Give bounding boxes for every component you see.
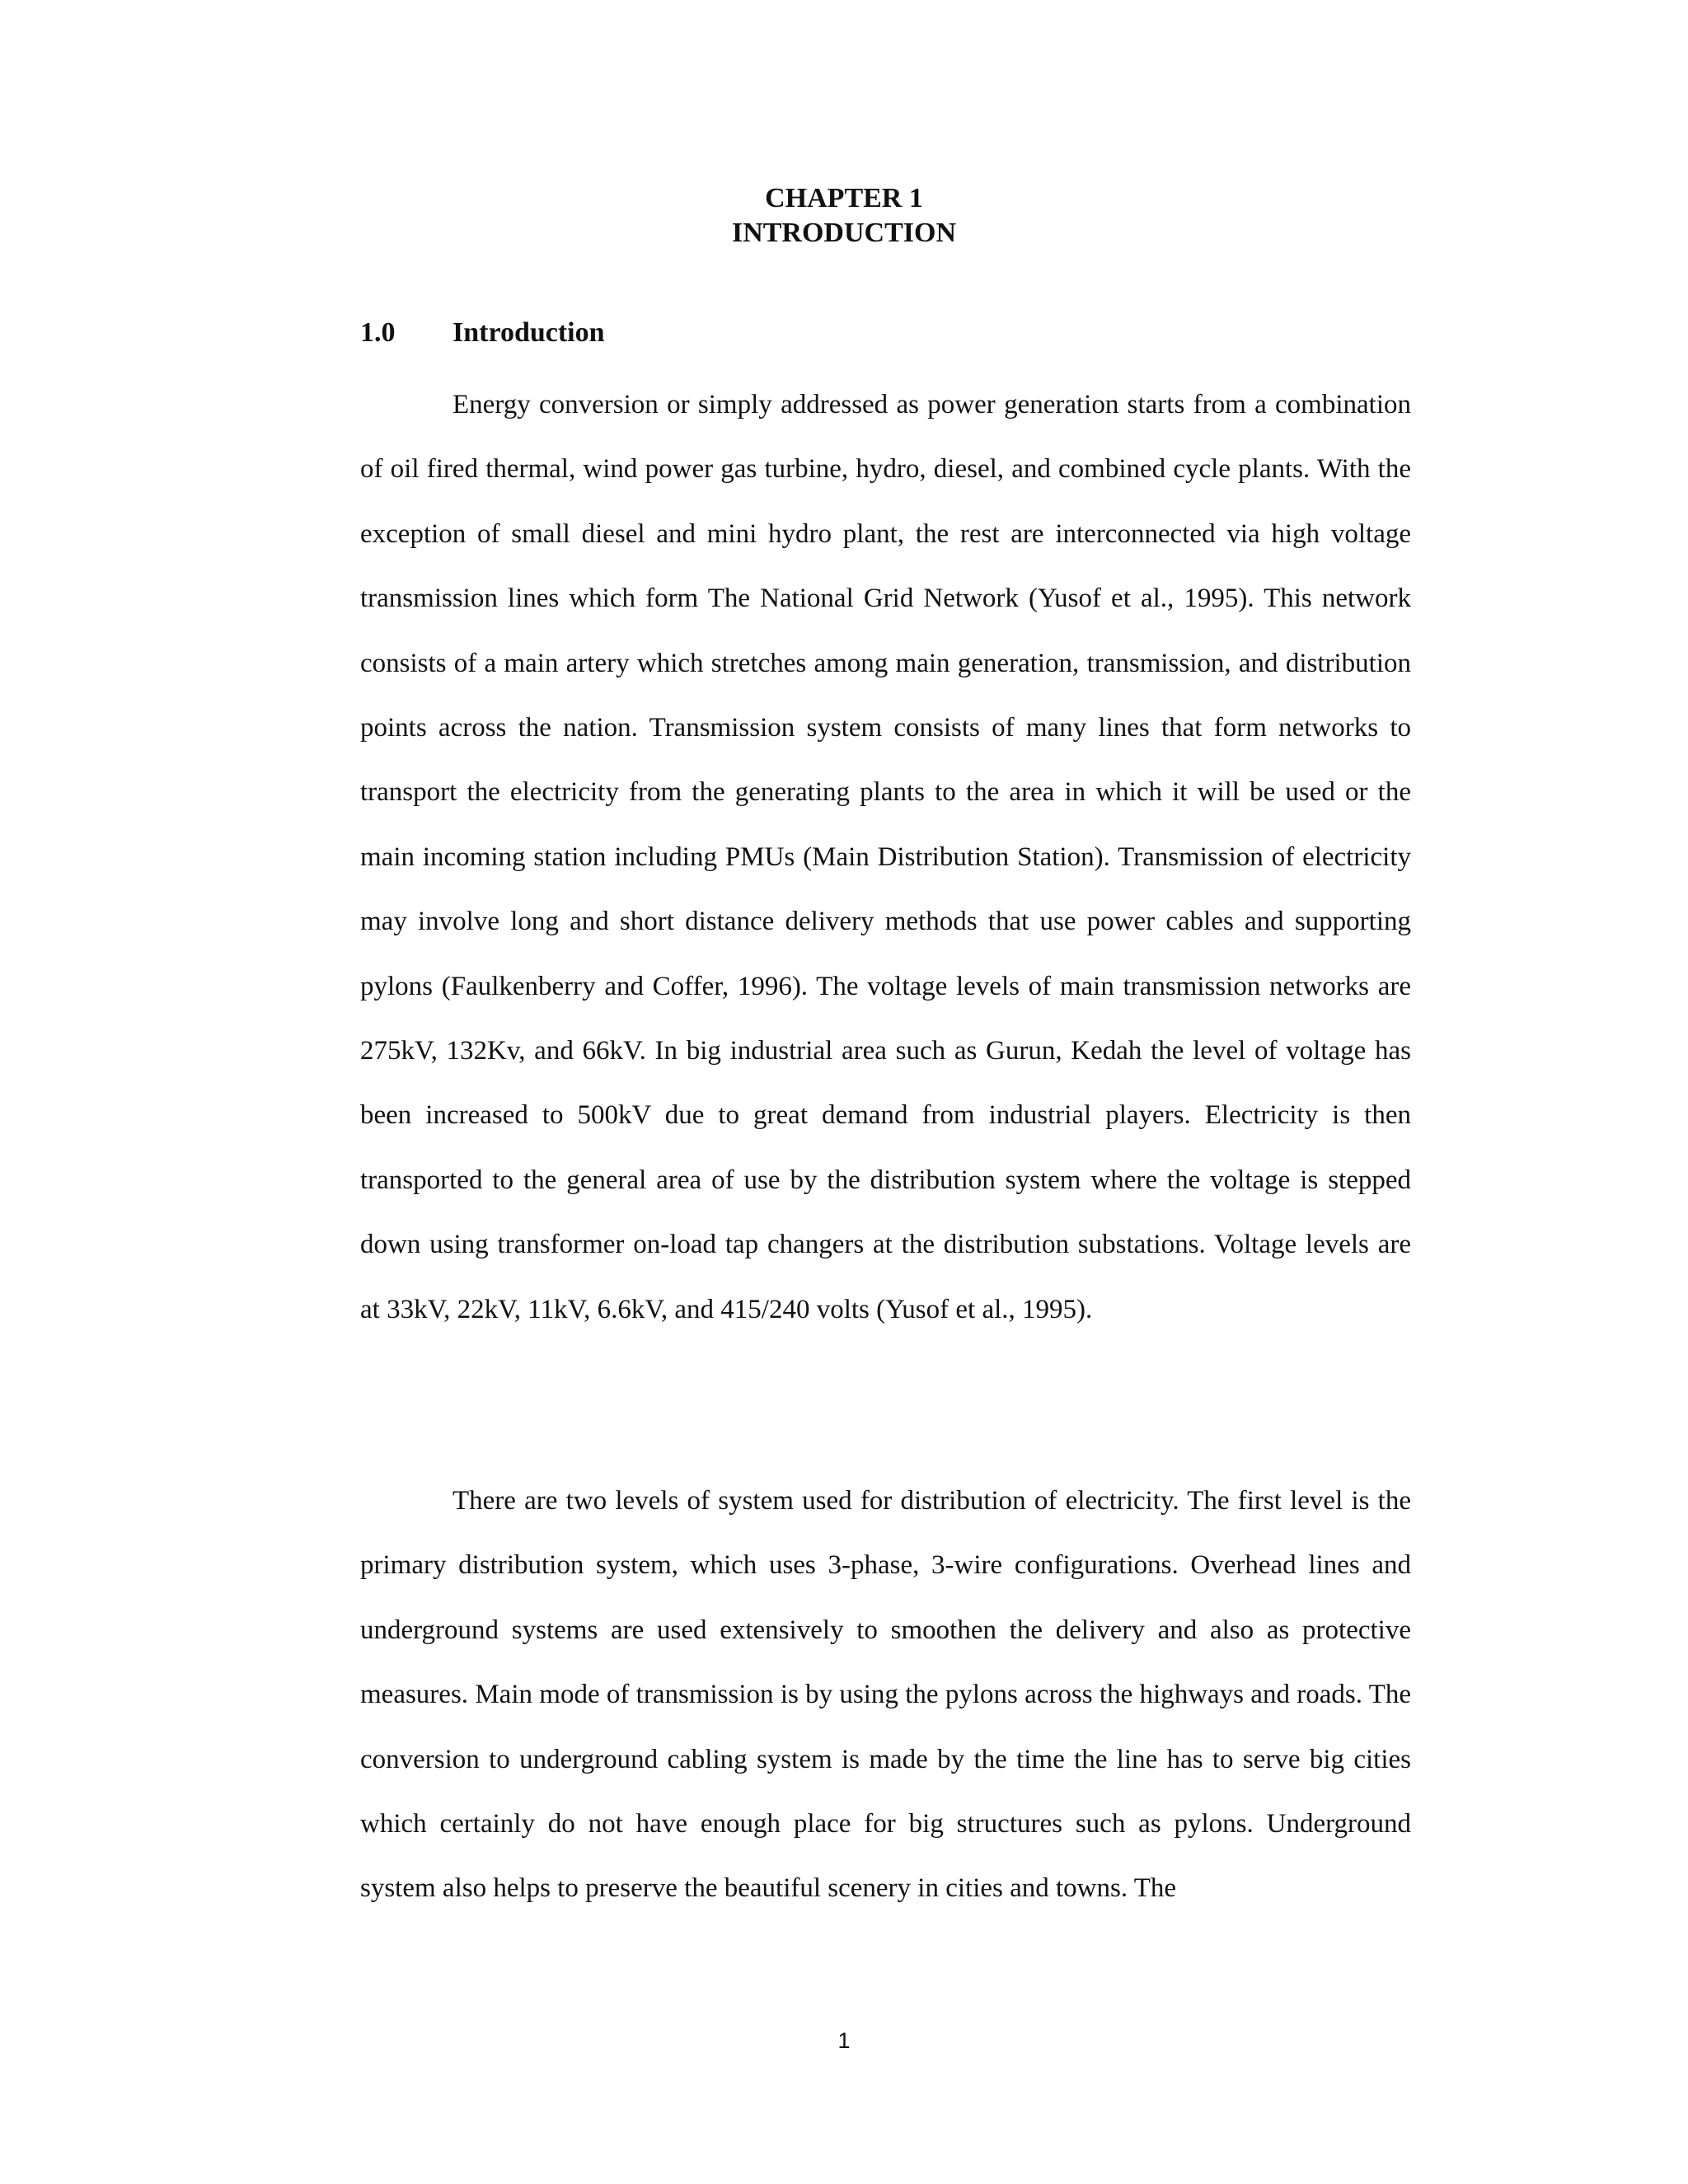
page-number: 1 <box>837 2028 851 2053</box>
section-title: Introduction <box>452 317 605 348</box>
paragraph-2: There are two levels of system used for distribution of electricity. The first level is the primary distribution system, which uses 3-phase, 3-wire configurations. Overhead lines and underground systems are used extensively to smoothen the delivery and also as protective measures. Main mode of transmission is by using the pylons across the highways and roads. The conversion to underground cabling system is made by the time the line has to serve big cities which certainly do not have enough place for big structures such as pylons. Underground system also helps to preserve the beautiful scenery in cities and towns. The <box>360 1486 1411 1904</box>
chapter-title: INTRODUCTION <box>731 218 957 248</box>
section-heading <box>360 316 605 350</box>
section-number: 1.0 <box>360 317 396 348</box>
paragraph-1: Energy conversion or simply addressed as power generation starts from a combination of oil fired thermal, wind power gas turbine, hydro, diesel, and combined cycle plants. With the exception of small diesel and mini hydro plant, the rest are interconnected via high voltage transmission lines which form The National Grid Network (Yusof et al., 1995). This network consists of a main artery which stretches among main generation, transmission, and distribution points across the nation. Transmission system consists of many lines that form networks to transport the electricity from the generating plants to the area in which it will be used or the main incoming station including PMUs (Main Distribution Station). Transmission of electricity may involve long and short distance delivery methods that use power cables and supporting pylons (Faulkenberry and Coffer, 1996). The voltage levels of main transmission networks are 275kV, 132Kv, and 66kV. In big industrial area such as Gurun, Kedah the level of voltage has been increased to 500kV due to great demand from industrial players. Electricity is then transported to the general area of use by the distribution system where the voltage is stepped down using transformer on-load tap changers at the distribution substations. Voltage levels are at 33kV, 22kV, 11kV, 6.6kV, and 415/240 volts (Yusof et al., 1995). <box>360 390 1411 1324</box>
chapter-heading <box>0 181 1688 251</box>
chapter-label: CHAPTER 1 <box>765 183 923 213</box>
